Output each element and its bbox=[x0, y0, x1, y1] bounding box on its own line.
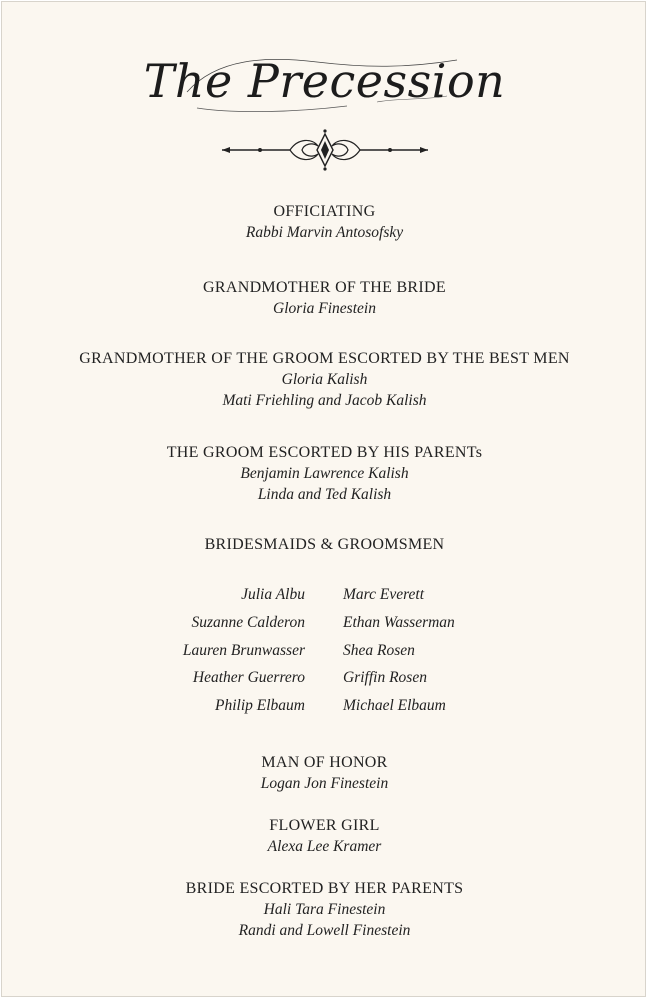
wedding-party-heading: BRIDESMAIDS & GROOMSMEN bbox=[204, 536, 445, 553]
groomsman-name: Ethan Wasserman bbox=[343, 613, 455, 631]
bride-section bbox=[2, 878, 647, 941]
person-name: Benjamin Lawrence Kalish bbox=[240, 465, 409, 482]
groomsmen-column bbox=[343, 581, 543, 720]
bridesmaid-name: Lauren Brunwasser bbox=[182, 641, 305, 659]
page-title: The Precession bbox=[143, 54, 506, 108]
man-of-honor-section bbox=[2, 752, 647, 794]
role-heading: OFFICIATING bbox=[273, 203, 376, 220]
groomsman-name: Griffin Rosen bbox=[343, 669, 427, 687]
groomsman-name: Shea Rosen bbox=[343, 641, 415, 659]
person-name: Hali Tara Finestein bbox=[263, 901, 386, 918]
person-name: Gloria Kalish bbox=[281, 371, 368, 388]
flower-girl-section bbox=[2, 815, 647, 857]
person-name: Logan Jon Finestein bbox=[260, 775, 389, 792]
groomsman-name: Marc Everett bbox=[343, 586, 425, 603]
grandmother-bride-section bbox=[2, 277, 647, 319]
bridesmaid-name: Julia Albu bbox=[241, 586, 305, 603]
role-heading: BRIDE ESCORTED BY HER PARENTS bbox=[185, 880, 464, 897]
person-name: Gloria Finestein bbox=[273, 300, 376, 317]
person-name: Randi and Lowell Finestein bbox=[238, 922, 411, 939]
bridesmaids-column bbox=[105, 581, 305, 720]
groom-section bbox=[2, 442, 647, 505]
wedding-party-heading-block bbox=[2, 534, 647, 555]
person-name: Rabbi Marvin Antosofsky bbox=[245, 224, 404, 241]
ornament-divider-icon bbox=[220, 128, 430, 172]
role-heading: FLOWER GIRL bbox=[269, 817, 380, 834]
program-page bbox=[1, 1, 646, 997]
person-name: Mati Friehling and Jacob Kalish bbox=[222, 392, 427, 409]
role-heading: GRANDMOTHER OF THE GROOM ESCORTED BY THE BEST MEN bbox=[79, 350, 570, 367]
bridesmaid-name: Philip Elbaum bbox=[215, 697, 305, 714]
role-heading: GRANDMOTHER OF THE BRIDE bbox=[203, 279, 446, 296]
person-name: Linda and Ted Kalish bbox=[257, 486, 392, 503]
officiating-section bbox=[2, 201, 647, 243]
groomsman-name: Michael Elbaum bbox=[343, 697, 446, 714]
role-heading: THE GROOM ESCORTED BY HIS PARENTs bbox=[166, 444, 483, 461]
person-name: Alexa Lee Kramer bbox=[267, 838, 382, 855]
title-block bbox=[2, 46, 647, 116]
role-heading: MAN OF HONOR bbox=[261, 754, 388, 771]
bridesmaid-name: Heather Guerrero bbox=[192, 669, 305, 687]
bridesmaid-name: Suzanne Calderon bbox=[191, 613, 305, 631]
grandmother-groom-section bbox=[2, 348, 647, 411]
